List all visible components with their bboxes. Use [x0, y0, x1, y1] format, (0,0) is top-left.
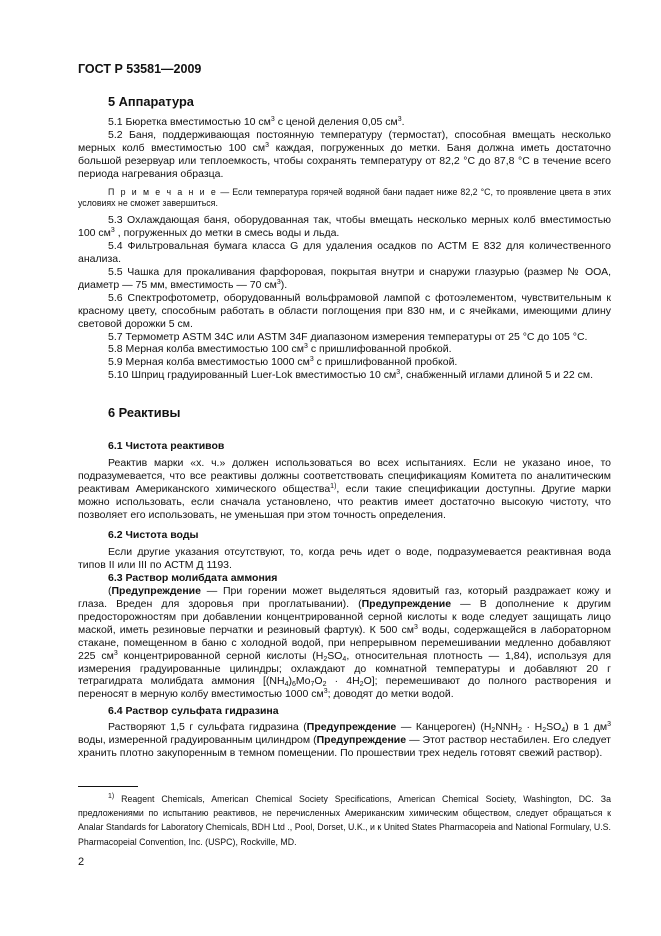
item-5-8: 5.8 Мерная колба вместимостью 100 $см^3$ с пришлифованной пробкой.: [108, 343, 452, 356]
item-5-5: 5.5 Чашка для прокаливания фарфоровая, покрытая внутри и снаружи глазурью (размер № ООА, диаметр — 75 мм, вместимость — 70 $см^3$).: [78, 265, 611, 291]
item-5-2: 5.2 Баня, поддерживающая постоянную температуру (термостат), способная вмещать несколько мерных колб вместимостью 100 $см^3$ каждая, погруженных до метки. Баня должна иметь достаточно большой резервуар или теплоемкость, чтобы сохранять температуру от 82,2 °С до 87,8 °С в течение всего периода нагревания образца.: [78, 128, 611, 180]
item-5-4: 5.4 Фильтровальная бумага класса G для удаления осадков по АСТМ Е 832 для количественного анализа.: [78, 240, 611, 266]
footnote-ref: 1): [330, 482, 337, 490]
section-6-body: [78, 440, 611, 760]
standard-header: ГОСТ Р 53581—2009: [78, 62, 202, 76]
item-5-6: 5.6 Спектрофотометр, оборудованный вольфрамовой лампой с фотоэлементом, чувствительным к красному цвету, способным работать в области поглощения при 830 нм, и с ячейками, имеющими длину световой дорожки 5 см.: [78, 291, 611, 330]
subsection-6-4-text: Растворяют 1,5 г сульфата гидразина (Предупреждение — Канцероген) $(H_2NNH_2 \cdot H_2SO_4)$ в 1 $дм^3$ воды, измеренной градуированным цилиндром (Предупреждение — Этот раствор нестабилен. Его следует хранить плотно закупоренным в темном помещении. По прошествии трех недель готовят свежий раствор).: [78, 721, 612, 759]
item-5-7: 5.7 Термометр ASTM 34C или ASTM 34F диапазоном измерения температуры от 25 °С до 105 °С.: [108, 330, 588, 343]
footnote-divider: [78, 786, 138, 787]
subsection-6-2-text: Если другие указания отсутствуют, то, когда речь идет о воде, подразумевается реактивная вода типов II или III по АСТМ Д 1193.: [78, 546, 611, 572]
footnote: $^{1)}$ Reagent Chemicals, American Chemical Society Specifications, American Chemical Society, Washington, DC. За предложениями по испытанию реактивов, не перечисленных Американским химическим обществом, следует обращаться к Analar Standards for Laboratory Chemicals, BDH Ltd ., Pool, Dorset, U.K., и к United States Pharmacopeia and National Formulary, U.S. Pharmacopeial Convention, Inc. (USPC), Rockville, MD.: [78, 793, 611, 847]
section-title: 6 Реактивы: [108, 405, 181, 420]
section-5-items: [78, 116, 611, 382]
subsection-6-2-title: 6.2 Чистота воды: [108, 529, 199, 542]
item-5-9: 5.9 Мерная колба вместимостью 1000 $см^3$ с пришлифованной пробкой.: [108, 356, 458, 369]
note: П р и м е ч а н и е — Если температура горячей водяной бани падает ниже 82,2 °С, то проявление цвета в этих условиях не сможет завершиться.: [78, 186, 611, 208]
subsection-6-1-title: 6.1 Чистота реактивов: [108, 440, 225, 452]
item-5-1: 5.1 Бюретка вместимостью 10 $см^3$ с ценой деления 0,05 $см^3$.: [108, 116, 405, 128]
subsection-6-3-text: (Предупреждение — При горении может выделяться ядовитый газ, который раздражает кожу и глаза. Вреден для здоровья при проглатывании). (Предупреждение — В дополнение к другим предосторожностям при добавлении концентрированной серной кислоты к воде следует защищать лицо маской, иметь резиновые перчатки и резиновый фартук). К 500 $см^3$ воды, содержащейся в лабораторном стакане, помещенном в баню с холодной водой, при непрерывном перемешивании медленно добавляют 225 $см^3$ концентрированной серной кислоты ($H_2SO_4$, относительная плотность — 1,84), используя для измерения градуированные цилиндры; охлаждают до комнатной температуры и добавляют 20 г тетрагидрата молибдата аммония $[(NH_4)_6Mo_7O_2 \cdot 4H_2O]$; перемешивают до полного растворения и переносят в мерную колбу вместимостью 1000 $см^3$; доводят до метки водой.: [78, 585, 612, 701]
footnote-mark: 1): [108, 793, 115, 800]
section-5: [78, 96, 611, 109]
subsection-6-4-title: 6.4 Раствор сульфата гидразина: [108, 705, 279, 718]
section-title: 5 Аппаратура: [108, 94, 194, 109]
item-5-3: 5.3 Охлаждающая баня, оборудованная так, чтобы вмещать несколько мерных колб вместимостью 100 $см^3$ , погруженных до метки в смесь воды и льда.: [78, 214, 611, 240]
page-number: 2: [78, 856, 85, 868]
item-5-10: 5.10 Шприц градуированный Luer-Lok вместимостью 10 $см^3$, снабженный иглами длиной 5 и 22 см.: [108, 369, 594, 382]
subsection-6-3-title: 6.3 Раствор молибдата аммония: [108, 572, 278, 585]
subsection-6-1-text: Реактив марки «х. ч.» должен использоваться во всех испытаниях. Если не указано иное, то подразумевается, что все реактивы должны соответствовать спецификациям Комитета по аналитическим реактивам Американского химического общества$^{1)}$, если такие спецификации доступны. Другие марки можно использовать, если сначала установлено, что реактив имеет достаточно высокую чистоту, что позволяет его использовать, не уменьшая при этом точность определения.: [78, 456, 612, 521]
section-6: [78, 407, 611, 420]
